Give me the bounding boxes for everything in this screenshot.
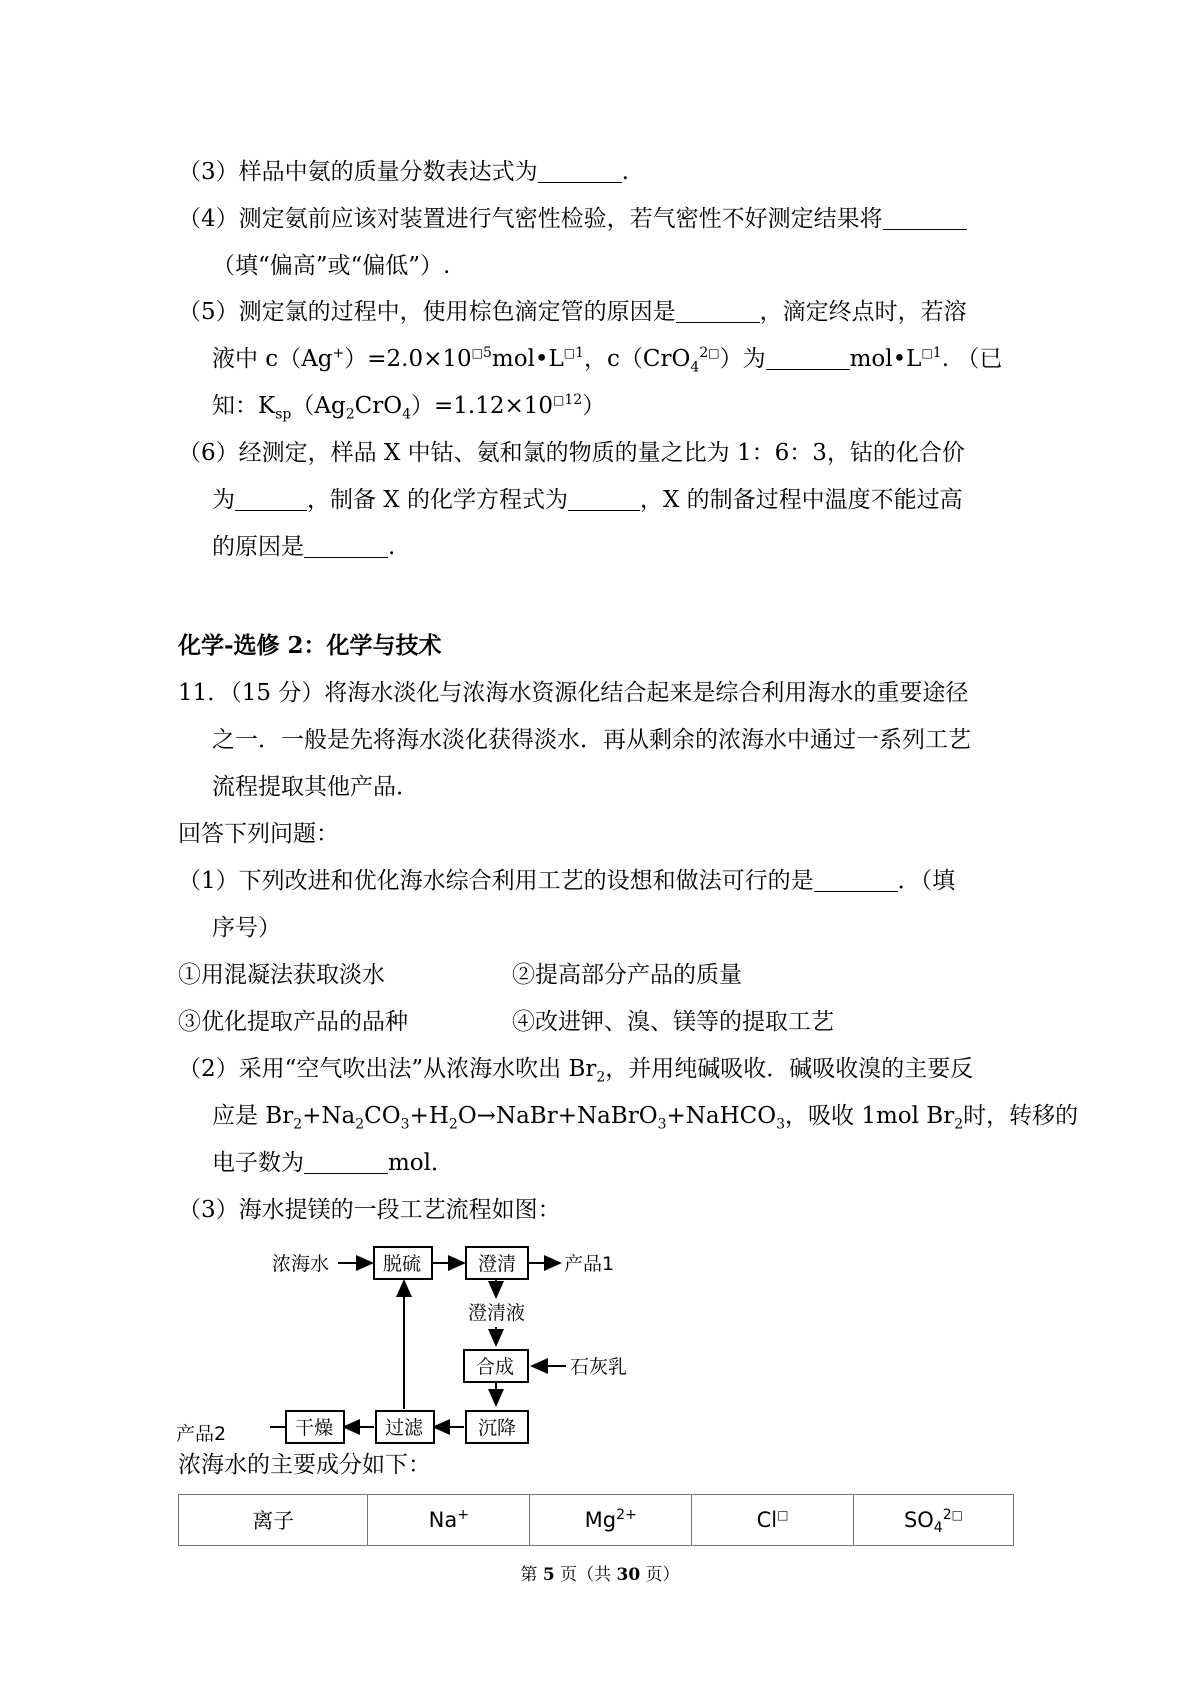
q11-part1-line-1: （1）下列改进和优化海水综合利用工艺的设想和做法可行的是 ．（填 (178, 868, 956, 894)
answer-blank[interactable] (814, 867, 898, 892)
answer-blank[interactable] (235, 486, 307, 511)
flow-output-1: 产品1 (564, 1253, 615, 1275)
table-header-ion: 离子 (179, 1495, 368, 1546)
total-pages: 30 (616, 1565, 641, 1585)
q11-line-1: 11．（15 分）将海水淡化与浓海水资源化结合起来是综合利用海水的重要途径 (178, 680, 969, 706)
option-4: ④改进钾、溴、镁等的提取工艺 (512, 1009, 834, 1035)
flow-node-clarification: 澄清 (478, 1253, 517, 1275)
flow-node-synthesis: 合成 (476, 1356, 515, 1378)
q5-line-2: 液中 $c(Ag^+)=2.0\times 10^{□5}mol•L^{□1}$，c（CrO$_4^{2□}$）为 $mol•L^{□1}$. （已 (212, 345, 1003, 376)
magnesium-process-flow-diagram (270, 1235, 670, 1455)
answer-blank[interactable] (304, 1149, 388, 1174)
q11-answer-prompt: 回答下列问题： (178, 821, 339, 847)
missing-glyph-box: □ (553, 393, 565, 408)
flow-node-settling: 沉降 (478, 1417, 517, 1439)
q6-line-1: （6）经测定，样品 X 中钴、氨和氯的物质的量之比为 1：6：3，钴的化合价 (178, 440, 965, 466)
missing-glyph-box: □ (471, 346, 483, 361)
answer-blank[interactable] (766, 345, 850, 370)
q5-line-1: （5）测定氯的过程中，使用棕色滴定管的原因是 ，滴定终点时，若溶 (178, 299, 967, 325)
answer-blank[interactable] (676, 298, 760, 323)
q11-line-2: 之一．一般是先将海水淡化获得淡水．再从剩余的浓海水中通过一系列工艺 (212, 727, 971, 753)
q11-part3-line: （3）海水提镁的一段工艺流程如图： (178, 1197, 561, 1223)
answer-blank[interactable] (304, 533, 388, 558)
missing-glyph-box: □ (563, 346, 576, 361)
flow-node-filtration: 过滤 (385, 1417, 424, 1439)
answer-blank[interactable] (883, 205, 967, 230)
table-row (179, 1495, 1014, 1546)
table-cell-cl: Cl□ (692, 1495, 854, 1546)
flow-input-label: 浓海水 (272, 1253, 330, 1275)
flow-clarified-liquid: 澄清液 (468, 1302, 526, 1324)
flow-node-drying: 干燥 (295, 1417, 334, 1439)
option-3: ③优化提取产品的品种 (178, 1009, 408, 1035)
q5-line-3: 知：$K_{sp}(Ag_2CrO_4)=1.12\times 10^{□12}$） (212, 392, 606, 423)
q11-line-3: 流程提取其他产品． (212, 774, 419, 800)
q6-line-3: 的原因是 . (212, 534, 396, 560)
missing-glyph-box: □ (921, 346, 933, 361)
flow-node-desulfurization: 脱硫 (383, 1253, 422, 1275)
q6-line-2: 为 ，制备 X 的化学方程式为 ，X 的制备过程中温度不能过高 (212, 487, 963, 513)
answer-blank[interactable] (538, 158, 622, 183)
table-intro: 浓海水的主要成分如下： (178, 1452, 431, 1478)
flow-lime-milk: 石灰乳 (570, 1356, 628, 1378)
q11-part2-line-1: （2）采用“空气吹出法”从浓海水吹出 $Br_2$，并用纯碱吸收．碱吸收溴的主要反 (178, 1056, 974, 1086)
q11-part2-line-2: 应是 $Br_2+Na_2CO_3+H_2O\to NaBr+NaBrO_3+NaHCO_3$，吸收 1mol $Br_2$时，转移的 (212, 1103, 1079, 1133)
q3-line: （3）样品中氨的质量分数表达式为 . (178, 159, 629, 185)
table-cell-na: Na+ (368, 1495, 530, 1546)
flow-output-2: 产品2 (176, 1423, 227, 1445)
q11-part2-line-3: 电子数为 mol． (212, 1150, 455, 1176)
answer-blank[interactable] (568, 486, 640, 511)
q4-continuation: （填“偏高”或“偏低”）. (212, 253, 451, 279)
table-cell-so4: $SO_4^{2□}$ (853, 1495, 1013, 1546)
table-cell-mg: $Mg^{2+}$ (530, 1495, 692, 1546)
q11-part1-line-2: 序号） (212, 915, 281, 941)
section-title: 化学-选修 2：化学与技术 (178, 632, 442, 659)
missing-glyph-box: □ (951, 1508, 963, 1522)
page-number: 5 (542, 1565, 555, 1585)
missing-glyph-box: □ (708, 346, 720, 361)
q4-line: （4）测定氨前应该对装置进行气密性检验，若气密性不好测定结果将 (178, 203, 967, 235)
option-1: ①用混凝法获取淡水 (178, 962, 385, 988)
option-2: ②提高部分产品的质量 (512, 962, 742, 988)
page-footer: 第 5 页（共 30 页） (520, 1565, 680, 1585)
ion-table (178, 1494, 1014, 1546)
missing-glyph-box: □ (777, 1508, 789, 1522)
